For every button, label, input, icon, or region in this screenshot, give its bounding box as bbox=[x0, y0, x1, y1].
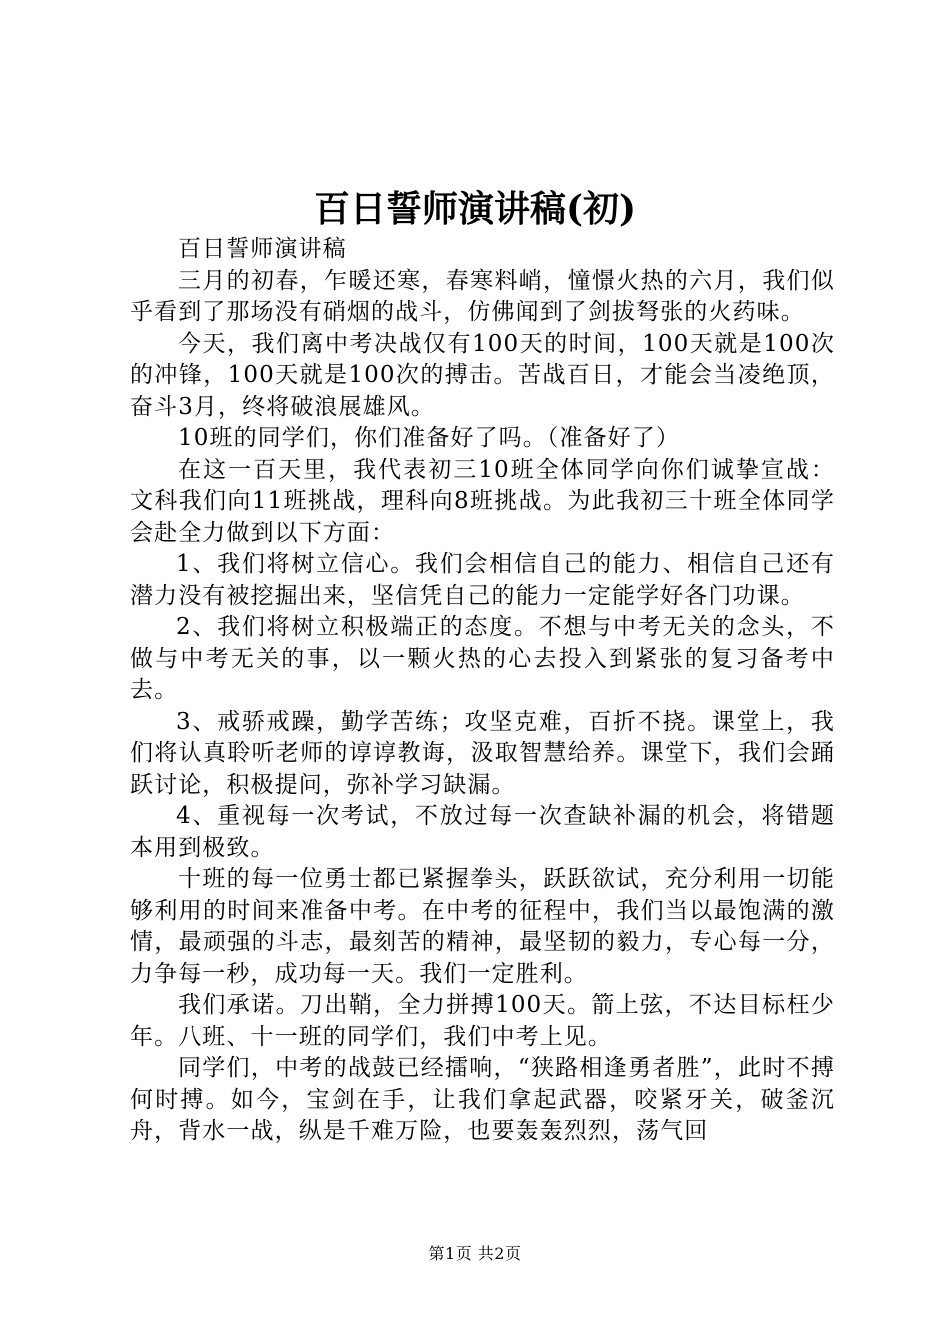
paragraph: 我们承诺。刀出鞘，全力拼搏100天。箭上弦，不达目标枉少年。八班、十一班的同学们，我们中考上见。 bbox=[130, 992, 835, 1050]
paragraph: 十班的每一位勇士都已紧握拳头，跃跃欲试，充分利用一切能够利用的时间来准备中考。在中考的征程中，我们当以最饱满的激情，最顽强的斗志，最刻苦的精神，最坚韧的毅力，专心每一分，力争每一秒，成功每一天。我们一定胜利。 bbox=[130, 866, 835, 987]
page-footer: 第1页 共2页 bbox=[428, 1244, 522, 1263]
list-paragraph: 3、戒骄戒躁，勤学苦练；攻坚克难，百折不挠。课堂上，我们将认真聆听老师的谆谆教诲，汲取智慧给养。课堂下，我们会踊跃讨论，积极提问，弥补学习缺漏。 bbox=[130, 708, 835, 798]
document-body bbox=[130, 234, 835, 1148]
paragraph: 在这一百天里，我代表初三10班全体同学向你们诚挚宣战：文科我们向11班挑战，理科向8班挑战。为此我初三十班全体同学会赴全力做到以下方面： bbox=[130, 456, 835, 546]
subtitle-paragraph: 百日誓师演讲稿 bbox=[178, 236, 347, 262]
paragraph: 三月的初春，乍暖还寒，春寒料峭，憧憬火热的六月，我们似乎看到了那场没有硝烟的战斗，仿佛闻到了剑拔弩张的火药味。 bbox=[130, 267, 835, 325]
paragraph: 10班的同学们，你们准备好了吗。（准备好了） bbox=[178, 425, 680, 451]
list-paragraph: 1、我们将树立信心。我们会相信自己的能力、相信自己还有潜力没有被挖掘出来，坚信凭自己的能力一定能学好各门功课。 bbox=[130, 551, 835, 609]
list-paragraph: 4、重视每一次考试，不放过每一次查缺补漏的机会，将错题本用到极致。 bbox=[130, 803, 835, 861]
document-title: 百日誓师演讲稿(初) bbox=[313, 188, 637, 230]
list-paragraph: 2、我们将树立积极端正的态度。不想与中考无关的念头，不做与中考无关的事，以一颗火热的心去投入到紧张的复习备考中去。 bbox=[130, 614, 835, 703]
paragraph: 同学们，中考的战鼓已经擂响，“狭路相逢勇者胜”，此时不搏何时搏。如今，宝剑在手，让我们拿起武器，咬紧牙关，破釜沉舟，背水一战，纵是千难万险，也要轰轰烈烈，荡气回 bbox=[130, 1055, 835, 1144]
paragraph: 今天，我们离中考决战仅有100天的时间，100天就是100次的冲锋，100天就是100次的搏击。苦战百日，才能会当凌绝顶，奋斗3月，终将破浪展雄风。 bbox=[130, 330, 835, 420]
